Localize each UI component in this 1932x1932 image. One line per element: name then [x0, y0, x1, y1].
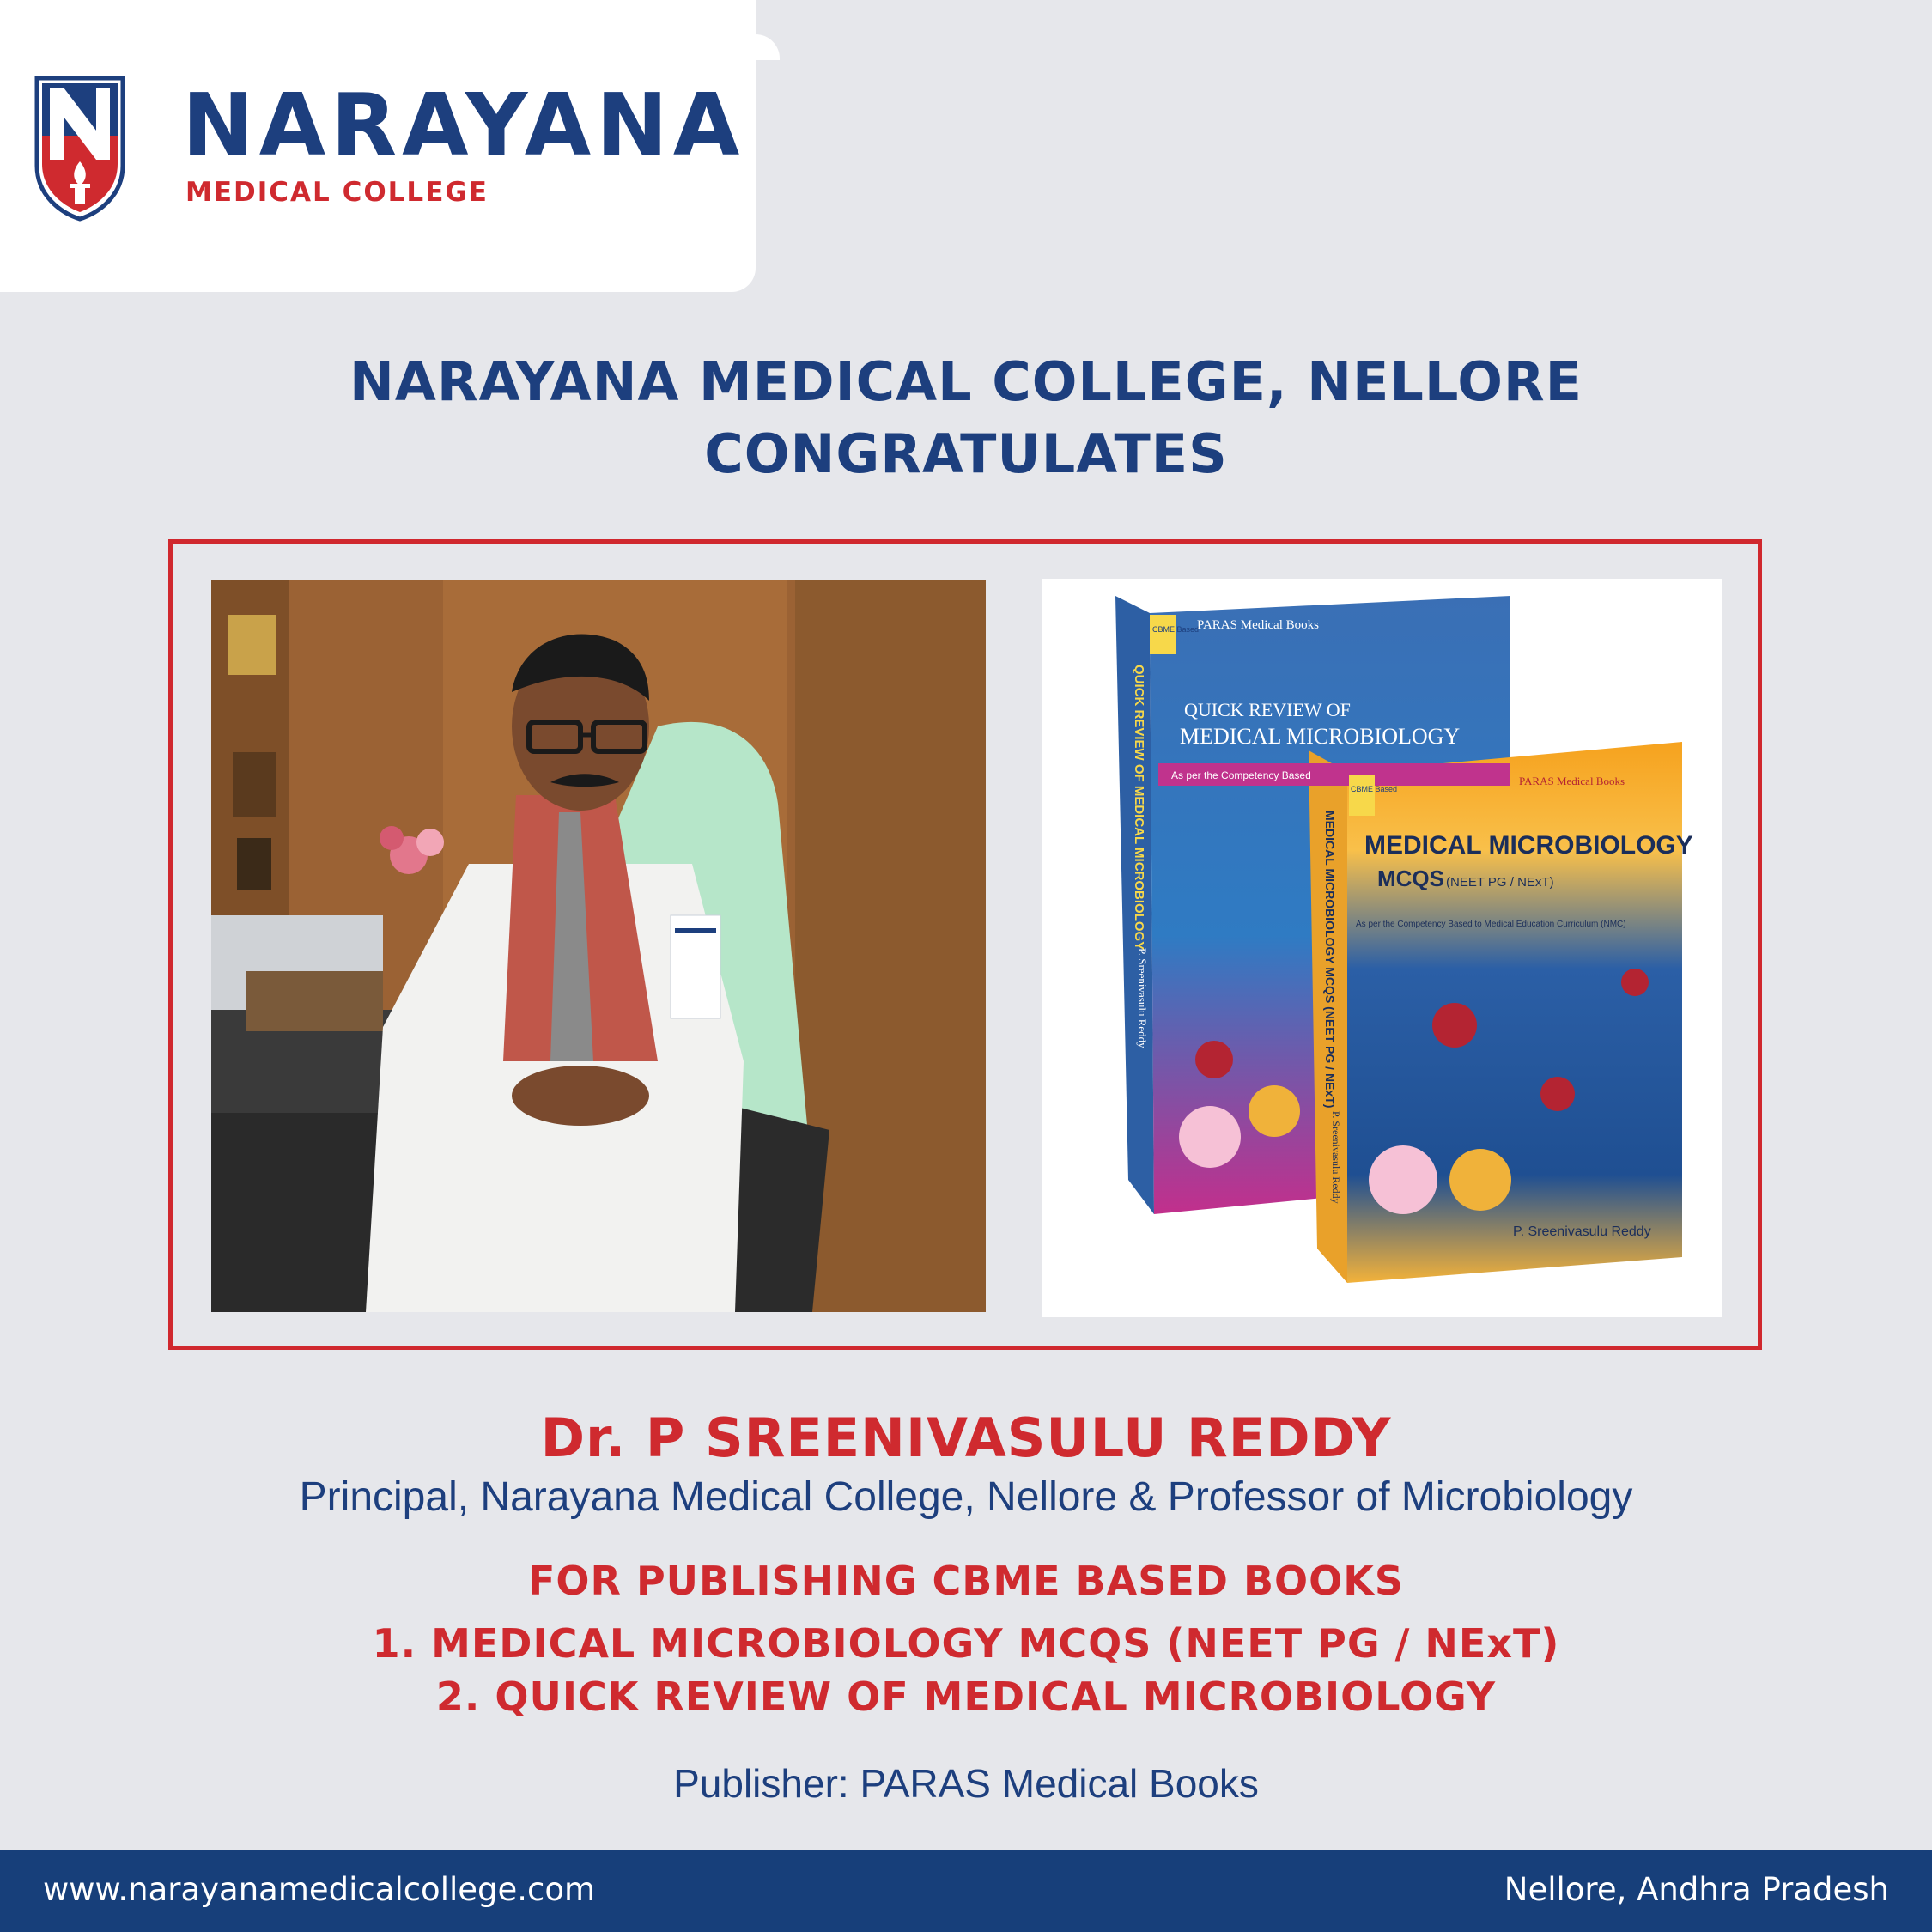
front-book-author: P. Sreenivasulu Reddy	[1513, 1224, 1651, 1239]
location-text: Nellore, Andhra Pradesh	[1504, 1871, 1889, 1908]
front-book-title-2: MCQS	[1377, 866, 1444, 891]
front-book-spine: MEDICAL MICROBIOLOGY MCQS (NEET PG / NExT)	[1323, 811, 1337, 1109]
shield-torch-icon	[34, 76, 125, 222]
publisher-line: Publisher: PARAS Medical Books	[673, 1761, 1259, 1806]
website-link[interactable]: www.narayanamedicalcollege.com	[43, 1871, 596, 1908]
front-book-title-1: MEDICAL MICROBIOLOGY	[1364, 831, 1693, 860]
back-book-spine-author: P. Sreenivasulu Reddy	[1136, 948, 1149, 1048]
book-item-1: 1. MEDICAL MICROBIOLOGY MCQS (NEET PG / NExT)	[372, 1620, 1560, 1667]
honoree-title: Principal, Narayana Medical College, Nellore & Professor of Microbiology	[299, 1474, 1633, 1520]
achievement-line: FOR PUBLISHING CBME BASED BOOKS	[527, 1558, 1405, 1604]
back-book-banner: As per the Competency Based	[1171, 769, 1311, 781]
logo-card	[0, 0, 756, 292]
honoree-name: Dr. P SREENIVASULU REDDY	[540, 1406, 1392, 1469]
heading-line-1: NARAYANA MEDICAL COLLEGE, NELLORE	[349, 350, 1583, 413]
footer-bar	[0, 1850, 1932, 1932]
back-book-badge: CBME Based	[1152, 625, 1200, 634]
brand-subtitle: MEDICAL COLLEGE	[185, 177, 489, 208]
heading-line-2: CONGRATULATES	[704, 422, 1228, 485]
back-book-spine: QUICK REVIEW OF MEDICAL MICROBIOLOGY	[1132, 665, 1146, 951]
brand-name: NARAYANA	[182, 75, 745, 175]
front-book-publisher: PARAS Medical Books	[1519, 775, 1625, 787]
front-book-title-suffix: (NEET PG / NExT)	[1446, 875, 1554, 890]
front-book-badge: CBME Based	[1351, 785, 1398, 793]
top-background-strip	[756, 34, 1932, 41]
back-book-publisher: PARAS Medical Books	[1197, 618, 1319, 632]
back-book-title-1: QUICK REVIEW OF	[1184, 699, 1351, 720]
portrait-photo	[211, 580, 986, 1312]
front-book-spine-author: P. Sreenivasulu Reddy	[1330, 1111, 1342, 1204]
back-book-title-2: MEDICAL MICROBIOLOGY	[1180, 724, 1461, 749]
book-covers-image	[1042, 579, 1722, 1317]
front-book-banner: As per the Competency Based to Medical Education Curriculum (NMC)	[1356, 920, 1626, 929]
book-item-2: 2. QUICK REVIEW OF MEDICAL MICROBIOLOGY	[435, 1674, 1497, 1720]
